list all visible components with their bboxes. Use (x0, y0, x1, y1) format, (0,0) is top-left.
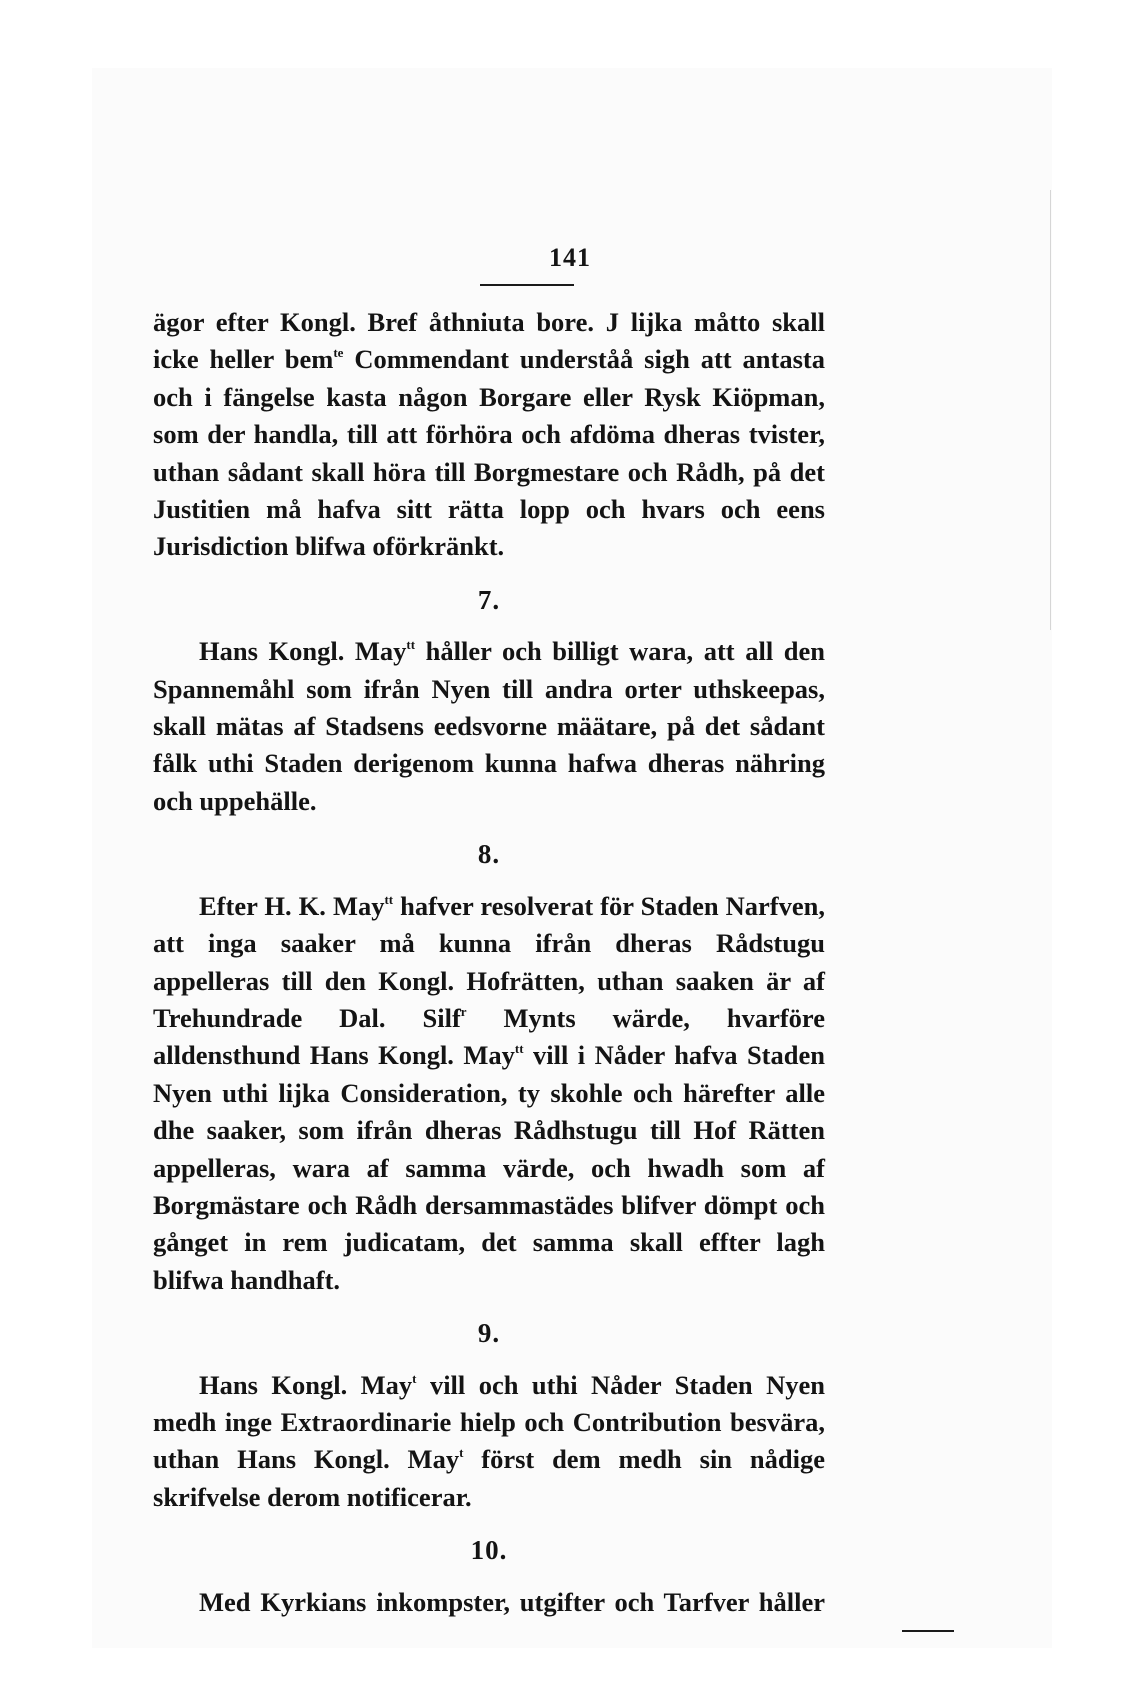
text-run: vill i Nåder hafva Staden Nyen uthi lijka Consideration, ty skohle och härefter alle dhe saaker, som ifrån dheras Rådhstugu till Hof Rätten appelleras, wara af samma värde, och hwadh som af Borgmästare och Rådh dersammastädes blifver dömpt och gånget in rem judicatam, det samma skall effter lagh blifwa handhaft. (153, 1040, 825, 1295)
body-text (153, 304, 825, 1621)
text-run: håller och billigt wara, att all den Spannemåhl som ifrån Nyen till andra orter uthskeepas, skall mätas af Stadsens eedsvorne määtare, på det sådant fålk uthi Staden derigenom kunna hafwa dheras nähring och uppehälle. (153, 636, 825, 816)
section-heading-10: 10. (470, 1535, 508, 1566)
text-run: ägor efter Kongl. Bref åthniuta bore. J lijka måtto skall icke heller bem (153, 307, 825, 375)
section-heading-7: 7. (477, 584, 501, 615)
header-rule (480, 284, 574, 286)
paragraph-7 (153, 633, 825, 820)
superscript: tt (406, 637, 416, 653)
superscript: t (412, 1370, 417, 1386)
superscript: tt (384, 891, 394, 907)
text-run: först dem medh sin nådige skrifvelse derom notificerar. (153, 1444, 825, 1512)
paragraph-continued (153, 304, 825, 566)
text-run: Mynts wärde, hvarföre alldensthund Hans Kongl. May (153, 1002, 825, 1071)
paragraph-10: Med Kyrkians inkompster, utgifter och Tarfver håller (199, 1586, 825, 1617)
superscript: r (460, 1003, 467, 1019)
superscript: t (459, 1445, 464, 1461)
text-run: hafver resolverat för Staden Narfven, att inga saaker må kunna ifrån dheras Rådstugu appelleras till den Kongl. Hofrätten, uthan saaken är af Trehundrade Dal. Silf (153, 890, 826, 1033)
paragraph-9 (153, 1367, 825, 1517)
text-run: Hans Kongl. May (199, 636, 407, 667)
text-run: Hans Kongl. May (199, 1369, 413, 1400)
footer-rule (902, 1630, 954, 1632)
superscript: tt (514, 1041, 524, 1057)
text-run: Commendant underståå sigh att antasta och i fängelse kasta någon Borgare eller Rysk Kiöpman, som der handla, till att förhöra och afdöma dheras tvister, uthan sådant skall höra till Borgmestare och Rådh, på det Justitien må hafva sitt rätta lopp och hvars och eens Jurisdiction blifwa oförkränkt. (153, 344, 825, 562)
superscript: te (333, 345, 344, 361)
text-run: Efter H. K. May (199, 890, 385, 921)
paragraph-8 (153, 888, 825, 1299)
text-run: vill och uthi Nåder Staden Nyen medh inge Extraordinarie hielp och Contribution besvära, uthan Hans Kongl. May (153, 1369, 825, 1475)
page-number: 141 (549, 243, 591, 272)
section-heading-9: 9. (477, 1318, 501, 1349)
section-heading-8: 8. (477, 839, 501, 870)
